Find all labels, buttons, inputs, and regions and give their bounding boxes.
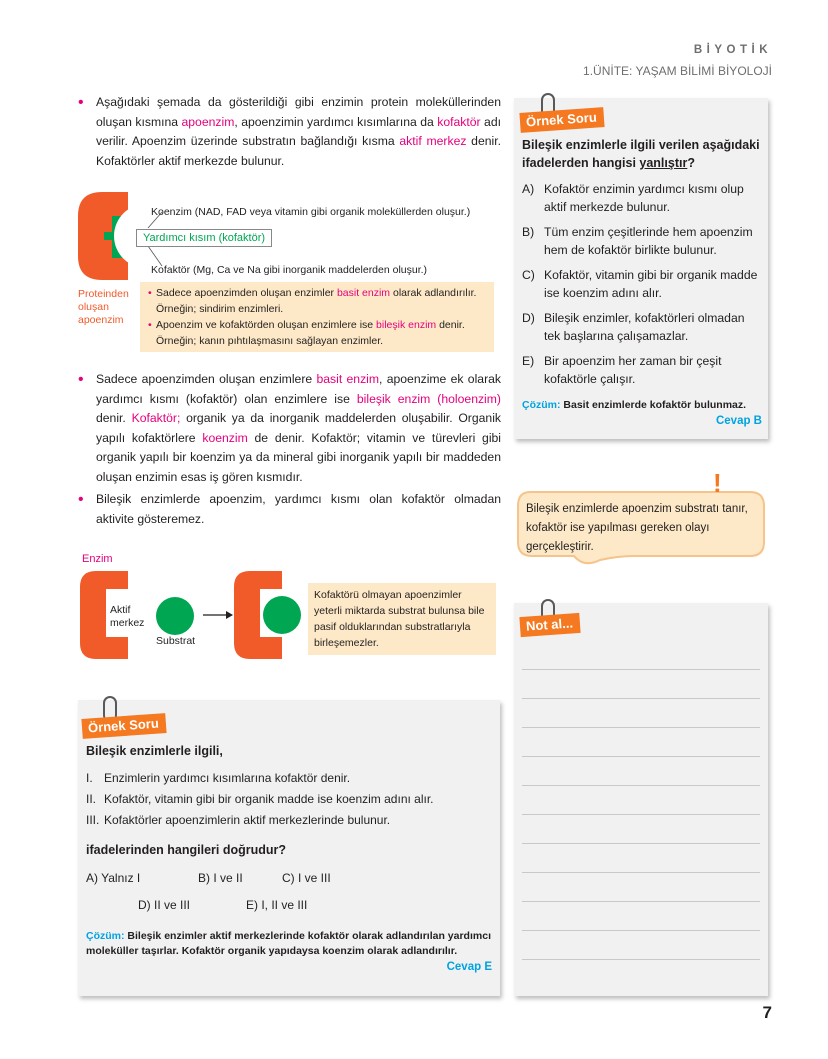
option-e[interactable]: E) I, II ve III — [246, 898, 308, 912]
note-line[interactable] — [522, 872, 760, 873]
note-line[interactable] — [522, 901, 760, 902]
roman-numeral: I. — [86, 771, 93, 785]
option-a[interactable] — [522, 181, 762, 216]
option-d[interactable] — [522, 310, 762, 345]
no-cofactor-note: Kofaktörü olmayan apoenzimler yeterli miktarda substrat bulunsa bile pasif olduklarından substratlarıyla birleşemezler. — [308, 583, 496, 655]
statement-list — [86, 768, 492, 831]
highlight-basit-enzim: basit enzim — [316, 372, 380, 386]
solution-label: Çözüm: — [522, 399, 561, 411]
cofactor-label: Kofaktör (Mg, Ca ve Na gibi inorganik maddelerden oluşur.) — [151, 264, 428, 276]
substrate-label: Substrat — [156, 635, 196, 647]
option-text: Bir apoenzim her zaman bir çeşit kofaktörle çalışır. — [544, 354, 722, 386]
notes-card — [514, 603, 768, 996]
note-line[interactable] — [522, 698, 760, 699]
option-e[interactable] — [522, 353, 762, 388]
text: Bileşik enzimlerde apoenzim, yardımcı kısmı olan kofaktör olmadan aktivite gösteremez. — [96, 492, 501, 526]
text: denir. Kofaktörler aktif merkezde bulunur. — [96, 134, 501, 168]
helper-part-label: Yardımcı kısım (kofaktör) — [136, 229, 272, 247]
bullet-paragraph-1 — [78, 93, 501, 171]
bullet-dot: • — [78, 371, 84, 388]
enzyme-label: Enzim — [82, 553, 113, 565]
note-line[interactable] — [522, 756, 760, 757]
option-letter: A) — [522, 182, 535, 196]
option-letter: B) — [522, 225, 535, 239]
highlight-kofaktor: Kofaktör; — [131, 411, 181, 426]
option-a[interactable]: A) Yalnız I — [86, 871, 141, 885]
statement-item — [86, 789, 492, 810]
question-2-prompt: ifadelerinden hangileri doğrudur? — [86, 843, 287, 857]
text: olarak adlandırılır. Örneğin; sindirim enzimleri. — [156, 287, 477, 315]
statement-text: Enzimlerin yardımcı kısımlarına kofaktör denir. — [104, 771, 351, 785]
statement-item — [86, 810, 492, 831]
text: organik ya da inorganik maddelerden oluşabilir. Organik yapılı kofaktörlere — [96, 411, 502, 445]
note-line[interactable] — [522, 814, 760, 815]
option-d[interactable]: D) II ve III — [138, 898, 191, 912]
text: denir. — [96, 411, 132, 426]
highlight-aktif-merkez: aktif merkez — [399, 134, 467, 149]
enzyme-types-note — [140, 282, 494, 352]
note-line[interactable] — [522, 930, 760, 931]
highlight-bilesik-enzim: bileşik enzim — [376, 319, 437, 331]
highlight-koenzim: koenzim — [202, 430, 248, 445]
note-simple-enzyme — [148, 285, 486, 317]
statement-text: Kofaktörler apoenzimlerin aktif merkezlerinde bulunur. — [104, 813, 391, 827]
active-site-label: Aktif merkez — [110, 604, 145, 629]
option-b[interactable]: B) I ve II — [198, 871, 243, 885]
option-b[interactable] — [522, 224, 762, 259]
text: Sadece apoenzimden oluşan enzimlere — [96, 372, 317, 386]
bullet-dot: • — [148, 319, 152, 331]
note-compound-enzyme — [148, 317, 486, 349]
option-text: Kofaktör, vitamin gibi bir organik madde ise koenzim adını alır. — [544, 268, 758, 300]
page-number: 7 — [762, 1003, 772, 1022]
question-2-solution — [86, 929, 492, 959]
callout-text: Bileşik enzimlerde apoenzim substratı tanır, kofaktör ise yapılması gereken olayı gerçekleştirir. — [526, 503, 748, 553]
answer-options — [86, 871, 492, 921]
note-line[interactable] — [522, 843, 760, 844]
option-text: Tüm enzim çeşitlerinde hem apoenzim hem de kofaktör birlikte bulunur. — [544, 225, 753, 257]
solution-label: Çözüm: — [86, 930, 125, 942]
text: ? — [687, 156, 695, 170]
bullet-dot: • — [148, 287, 152, 299]
text: , apoenzimin yardımcı kısımlarına da — [234, 114, 438, 129]
text: Bileşik enzimlerle ilgili verilen aşağıdaki ifadelerden hangisi — [522, 138, 760, 170]
statement-text: Kofaktör, vitamin gibi bir organik madde ise koenzim adını alır. — [104, 792, 434, 806]
option-letter: D) — [522, 311, 535, 325]
text: Sadece apoenzimden oluşan enzimler — [156, 287, 337, 299]
solution-text: Basit enzimlerde kofaktör bulunmaz. — [563, 399, 747, 411]
inactive-enzyme-diagram — [76, 553, 506, 668]
bullet-dot: • — [78, 94, 84, 111]
text: adı verilir. Apoenzim üzerinde substratın bağlandığı kısma — [96, 114, 501, 149]
example-question-1-card — [514, 98, 768, 439]
roman-numeral: III. — [86, 813, 100, 827]
option-c[interactable]: C) I ve III — [282, 871, 331, 885]
bullet-dot: • — [78, 491, 84, 508]
highlight-kofaktor: kofaktör — [437, 114, 481, 129]
enzyme-structure-diagram — [76, 190, 506, 350]
underlined-word: yanlıştır — [639, 156, 688, 170]
coenzyme-label: Koenzim (NAD, FAD veya vitamin gibi organik moleküllerden oluşur.) — [151, 206, 471, 218]
example-question-tag: Örnek Soru — [81, 713, 166, 739]
note-line[interactable] — [522, 727, 760, 728]
note-line[interactable] — [522, 669, 760, 670]
highlight-apoenzim: apoenzim — [181, 114, 235, 129]
question-1-solution — [522, 398, 762, 413]
question-1-answer: Cevap B — [715, 415, 762, 427]
text: denir. Örneğin; kanın pıhtılaşmasını sağlayan enzimler. — [156, 319, 465, 347]
protein-apoenzyme-label: Proteinden oluşan apoenzim — [78, 288, 129, 326]
highlight-holoenzim: bileşik enzim (holoenzim) — [356, 391, 501, 406]
option-letter: E) — [522, 354, 535, 368]
text: de denir. Kofaktör; vitamin ve türevleri gibi organik yapılı bir koenzim ya da mineral gibi inorganik yapılı bir maddeden oluşan enzimin esas iş gören kısmıdır. — [96, 430, 502, 484]
text: , apoenzime ek olarak yardımcı kısmı (kofaktör) olan enzimlere ise — [96, 372, 502, 406]
option-text: Kofaktör enzimin yardımcı kısmı olup aktif merkezde bulunur. — [544, 182, 744, 214]
option-text: Bileşik enzimler, kofaktörleri olmadan tek başlarına çalışamazlar. — [544, 311, 745, 343]
unit-title: 1.ÜNİTE: YAŞAM BİLİMİ BİYOLOJİ — [583, 64, 772, 78]
text: Apoenzim ve kofaktörden oluşan enzimlere ise — [156, 319, 377, 331]
note-line[interactable] — [522, 785, 760, 786]
option-c[interactable] — [522, 267, 762, 302]
question-2-stem: Bileşik enzimlerle ilgili, — [86, 744, 223, 758]
bullet-paragraph-3 — [78, 490, 501, 529]
example-question-2-card — [78, 700, 500, 996]
note-line[interactable] — [522, 959, 760, 960]
question-2-answer: Cevap E — [446, 961, 492, 973]
statement-item — [86, 768, 492, 789]
highlight-basit-enzim: basit enzim — [336, 287, 391, 299]
bullet-paragraph-2 — [78, 370, 501, 488]
exclamation-icon: ! — [713, 468, 722, 498]
roman-numeral: II. — [86, 792, 97, 806]
notes-tag: Not al... — [519, 613, 580, 637]
option-letter: C) — [522, 268, 535, 282]
solution-text: Bileşik enzimler aktif merkezlerinde kofaktör olarak adlandırılan yardımcı moleküller taşırlar. Kofaktör organik yapıdaysa koenzim olarak adlandırılır. — [86, 930, 491, 957]
example-question-tag: Örnek Soru — [519, 107, 604, 133]
info-callout — [514, 470, 768, 568]
text: Aşağıdaki şemada da gösterildiği gibi enzimin protein moleküllerinden oluşan kısmına — [96, 95, 501, 129]
question-1-stem — [522, 136, 762, 172]
brand-title: BİYOTİK — [693, 44, 772, 56]
